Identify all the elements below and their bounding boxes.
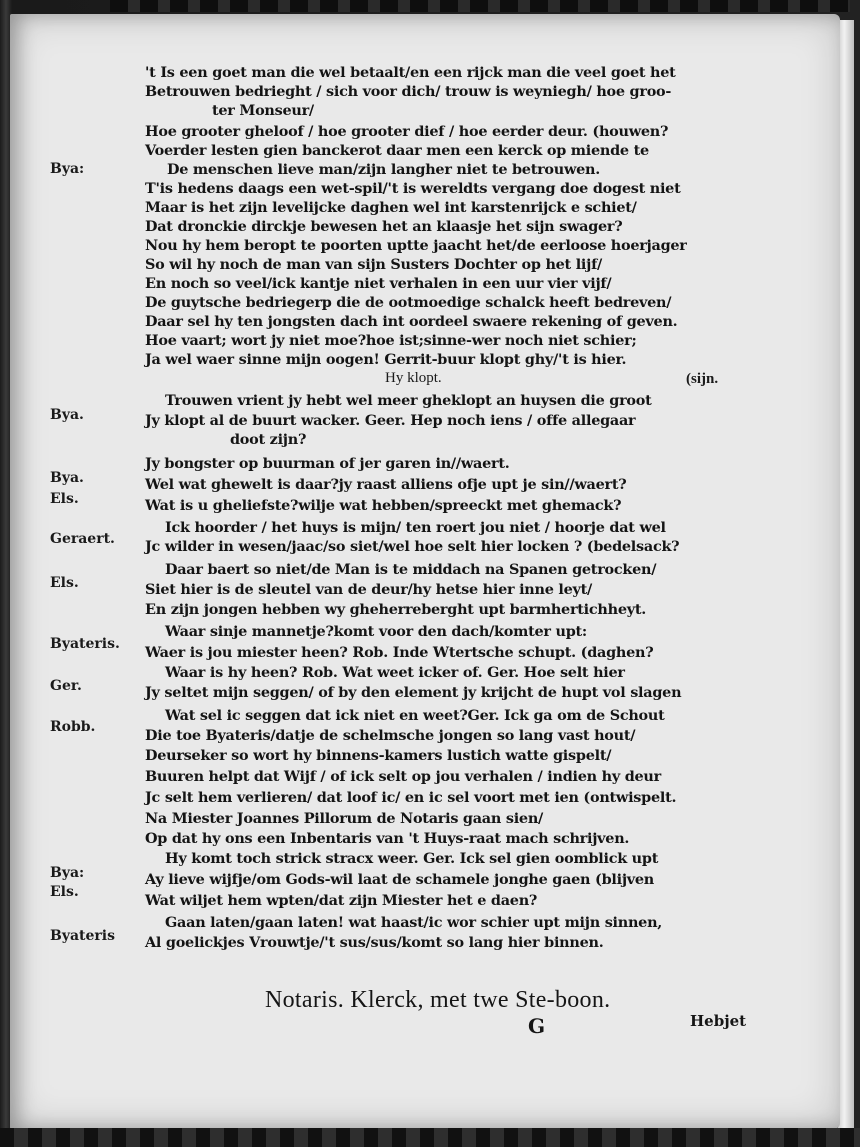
verse-line: Jy seltet mijn seggen/ of by den element jy krijcht de hupt vol slagen [145, 684, 682, 701]
verse-line: Maar is het zijn levelijcke daghen wel int karstenrijck e schiet/ [145, 199, 637, 216]
verse-line: Op dat hy ons een Inbentaris van 't Huys-raat mach schrijven. [145, 830, 630, 847]
speaker-label: Els. [50, 491, 79, 507]
verse-line: Trouwen vrient jy hebt wel meer gheklopt an huysen die groot [165, 392, 652, 409]
verse-line: Jc selt hem verlieren/ dat loof ic/ en ic sel voort met ien (ontwispelt. [145, 789, 677, 806]
margin-note: (sijn. [686, 371, 719, 387]
signature-mark: G [528, 1014, 546, 1038]
speaker-label: Ger. [50, 678, 82, 694]
verse-line: Al goelickjes Vrouwtje/'t sus/sus/komt so lang hier binnen. [145, 934, 604, 951]
book-page [10, 14, 840, 1129]
verse-line: Waar is hy heen? Rob. Wat weet icker of. Ger. Hoe selt hier [165, 664, 625, 681]
verse-line: Buuren helpt dat Wijf / of ick selt op jou verhalen / indien hy deur [145, 768, 661, 785]
verse-line: Jy klopt al de buurt wacker. Geer. Hep noch iens / offe allegaar [145, 412, 636, 429]
speaker-label: Byateris. [50, 636, 120, 652]
speaker-label: Geraert. [50, 531, 115, 547]
verse-line: Die toe Byateris/datje de schelmsche jongen so lang vast hout/ [145, 727, 636, 744]
speaker-label: Bya. [50, 470, 84, 486]
verse-line: Voerder lesten gien banckerot daar men een kerck op miende te [145, 142, 649, 159]
verse-line: Wat sel ic seggen dat ick niet en weet?Ger. Ick ga om de Schout [165, 707, 665, 724]
verse-line: Nou hy hem beropt te poorten uptte jaacht het/de eerloose hoerjager [145, 237, 687, 254]
speaker-label: Els. [50, 884, 79, 900]
verse-line: 't Is een goet man die wel betaalt/en een rijck man die veel goet het [145, 64, 676, 81]
verse-line: Wat is u gheliefste?wilje wat hebben/spreeckt met ghemack? [145, 497, 622, 514]
verse-line: So wil hy noch de man van sijn Susters Dochter op het lijf/ [145, 256, 603, 273]
scene-heading: Notaris. Klerck, met twe Ste-boon. [265, 987, 611, 1013]
verse-line: En zijn jongen hebben wy gheherreberght upt barmhertichheyt. [145, 601, 647, 618]
scan-bottom-edge [0, 1128, 860, 1147]
verse-line: Siet hier is de sleutel van de deur/hy hetse hier inne leyt/ [145, 581, 593, 598]
verse-line: ter Monseur/ [212, 102, 314, 119]
verse-line: En noch so veel/ick kantje niet verhalen in een uur vier vijf/ [145, 275, 612, 292]
speaker-label: Byateris [50, 928, 115, 944]
verse-line: Jc wilder in wesen/jaac/so siet/wel hoe selt hier locken ? (bedelsack? [145, 538, 680, 555]
verse-line: Daar sel hy ten jongsten dach int oordeel swaere rekening of geven. [145, 313, 678, 330]
verse-line: Wel wat ghewelt is daar?jy raast alliens ofje upt je sin//waert? [145, 476, 627, 493]
verse-line: T'is hedens daags een wet-spil/'t is wereldts vergang doe dogest niet [145, 180, 681, 197]
verse-line: Jy bongster op buurman of jer garen in//waert. [145, 455, 510, 472]
verse-line: Ay lieve wijfje/om Gods-wil laat de schamele jonghe gaen (blijven [145, 871, 655, 888]
verse-line: Waer is jou miester heen? Rob. Inde Wtertsche schupt. (daghen? [145, 644, 654, 661]
verse-line: Wat wiljet hem wpten/dat zijn Miester het e daen? [145, 892, 538, 909]
verse-line: Dat dronckie dirckje bewesen het an klaasje het sijn swager? [145, 218, 623, 235]
speaker-label: Bya: [50, 161, 85, 177]
verse-line: Na Miester Joannes Pillorum de Notaris gaan sien/ [145, 810, 544, 827]
speaker-label: Bya: [50, 865, 85, 881]
verse-line: Deurseker so wort hy binnens-kamers lustich watte gispelt/ [145, 747, 612, 764]
verse-line: Waar sinje mannetje?komt voor den dach/komter upt: [165, 623, 587, 640]
verse-line: De guytsche bedriegerp die de ootmoedige schalck heeft bedreven/ [145, 294, 672, 311]
scan-top-edge [110, 0, 850, 12]
verse-line: Ja wel waer sinne mijn oogen! Gerrit-buur klopt ghy/'t is hier. [145, 351, 627, 368]
verse-line: De menschen lieve man/zijn langher niet te betrouwen. [167, 161, 601, 178]
speaker-label: Els. [50, 575, 79, 591]
verse-line: Hy komt toch strick stracx weer. Ger. Ick sel gien oomblick upt [165, 850, 659, 867]
verse-line: Ick hoorder / het huys is mijn/ ten roert jou niet / hoorje dat wel [165, 519, 666, 536]
verse-line: doot zijn? [230, 431, 307, 448]
verse-line: Hoe grooter gheloof / hoe grooter dief / hoe eerder deur. (houwen? [145, 123, 669, 140]
speaker-label: Robb. [50, 719, 96, 735]
speaker-label: Bya. [50, 407, 84, 423]
verse-line: Gaan laten/gaan laten! wat haast/ic wor schier upt mijn sinnen, [165, 914, 663, 931]
verse-line: Hoe vaart; wort jy niet moe?hoe ist;sinne-wer noch niet schier; [145, 332, 637, 349]
verse-line: Betrouwen bedrieght / sich voor dich/ trouw is weyniegh/ hoe groo- [145, 83, 672, 100]
catchword: Hebjet [690, 1012, 747, 1030]
page-fore-edge [838, 20, 854, 1130]
stage-direction: Hy klopt. [385, 370, 442, 386]
verse-line: Daar baert so niet/de Man is te middach na Spanen getrocken/ [165, 561, 657, 578]
